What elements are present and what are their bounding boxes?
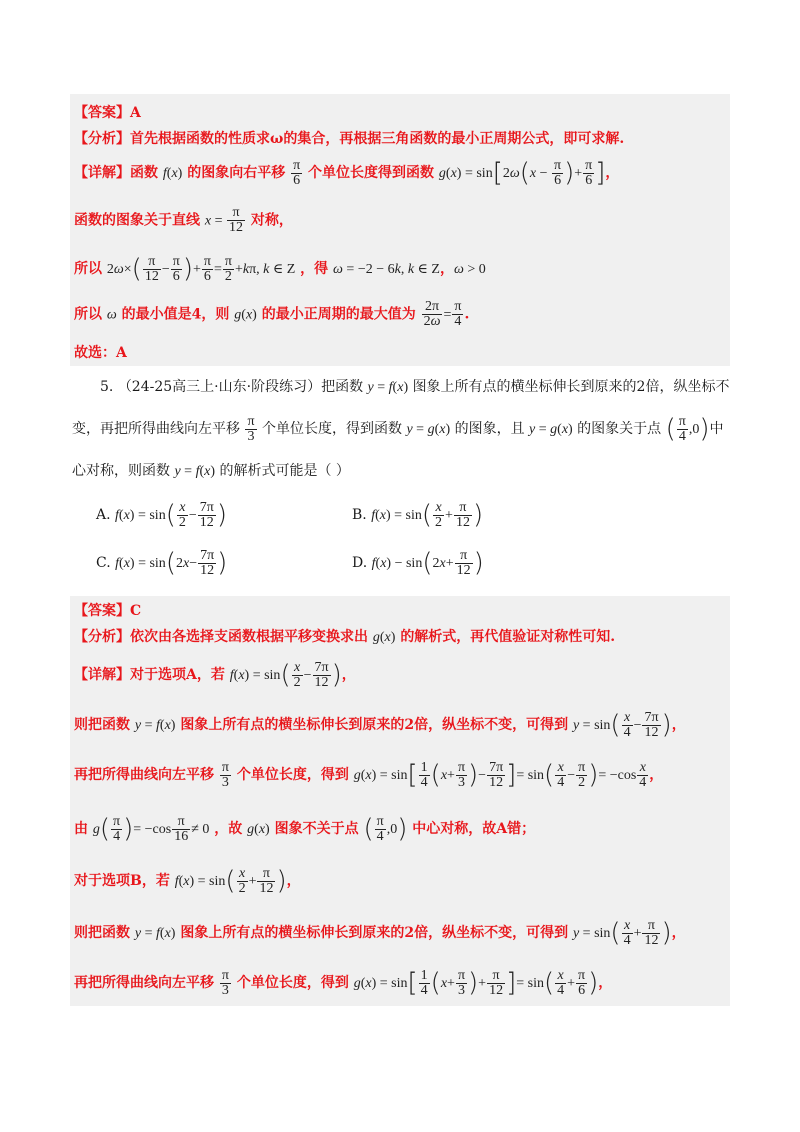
detail-line-2: 函数的图象关于直线 x = $\frac{\pi}{12}$ 对称， <box>74 205 293 235</box>
option-a[interactable]: A. f(x) = sin( $\frac{x}{2}$ − $\frac{7\pi}{12}$ ) <box>96 499 227 530</box>
solution-block-2 <box>70 596 730 1006</box>
analysis-line: 【分析】依次由各选择支函数根据平移变换求出 g(x) 的解析式，再代值验证对称性可知. <box>74 629 616 645</box>
option-c[interactable]: C. f(x) = sin(2x− $\frac{7\pi}{12}$ ) <box>96 547 228 578</box>
detail-line-4: 所以 ω 的最小值是4，则 g(x) 的最小正周期的最大值为 $\frac{2\pi}{2\omega}$ = $\frac{\pi}{4}$ . <box>74 299 470 329</box>
detail-line-4: 由 g( $\frac{\pi}{4}$ )= −cos $\frac{\pi}{16}$ ≠ 0 ，故 g(x) 图象不关于点 ( $\frac{\pi}{4}$ ,0) 中心对称，故A错； <box>74 813 536 844</box>
detail-line-7: 再把所得曲线向左平移 $\frac{\pi}{3}$ 个单位长度，得到 g(x) = sin[ $\frac{1}{4}$ (x+ $\frac{\pi}{3}$ )+ $\frac{\pi}{12}$ ]= sin( $\frac{x}{4}$ + $\frac{\pi}{6}$ )， <box>74 967 613 998</box>
detail-line-5: 对于选项B，若 f(x) = sin( $\frac{x}{2}$ + $\frac{\pi}{12}$ )， <box>74 865 301 896</box>
option-b[interactable]: B. f(x) = sin( $\frac{x}{2}$ + $\frac{\pi}{12}$ ) <box>352 499 484 530</box>
analysis-line: 【分析】首先根据函数的性质求ω的集合，再根据三角函数的最小正周期公式，即可求解. <box>74 131 625 147</box>
detail-line-1: 【详解】对于选项A，若 f(x) = sin( $\frac{x}{2}$ − $\frac{7\pi}{12}$ )， <box>74 659 356 690</box>
question-line-1: 5. （24-25高三上·山东·阶段练习）把函数 y = f(x) 图象上所有点的横坐标伸长到原来的2倍，纵坐标不 <box>100 379 730 395</box>
question-line-3: 心对称，则函数 y = f(x) 的解析式可能是（ ） <box>72 463 350 479</box>
detail-line-6: 则把函数 y = f(x) 图象上所有点的横坐标伸长到原来的2倍，纵坐标不变，可得到 y = sin( $\frac{x}{4}$ + $\frac{\pi}{12}$ )， <box>74 917 686 948</box>
answer-line: 【答案】C <box>74 603 142 619</box>
question-line-2: 变，再把所得曲线向左平移 $\frac{\pi}{3}$ 个单位长度，得到函数 y = g(x) 的图象，且 y = g(x) 的图象关于点 ( $\frac{\pi}{4}$ ,0)中 <box>72 413 724 444</box>
detail-line-3: 再把所得曲线向左平移 $\frac{\pi}{3}$ 个单位长度，得到 g(x) = sin[ $\frac{1}{4}$ (x+ $\frac{\pi}{3}$ )− $\frac{7\pi}{12}$ ]= sin( $\frac{x}{4}$ − $\frac{\pi}{2}$ )= −cos $\frac{x}{4}$ ， <box>74 759 664 790</box>
detail-line-2: 则把函数 y = f(x) 图象上所有点的横坐标伸长到原来的2倍，纵坐标不变，可得到 y = sin( $\frac{x}{4}$ − $\frac{7\pi}{12}$ )， <box>74 709 686 740</box>
answer-line: 【答案】A <box>74 105 141 121</box>
detail-line-1: 【详解】函数 f(x) 的图象向右平移 $\frac{\pi}{6}$ 个单位长度得到函数 g(x) = sin[2ω(x − $\frac{\pi}{6}$ )+ $\frac{\pi}{6}$ ]， <box>74 157 620 188</box>
detail-line-3: 所以 2ω×( $\frac{\pi}{12}$ − $\frac{\pi}{6}$ )+ $\frac{\pi}{6}$ = $\frac{\pi}{2}$ +kπ, k ∈ Z ，得 ω = −2 − 6k, k ∈ Z，ω > 0 <box>74 253 486 284</box>
option-d[interactable]: D. f(x) − sin(2x+ $\frac{\pi}{12}$ ) <box>352 547 484 578</box>
choice-line: 故选：A <box>74 345 127 361</box>
solution-block-1 <box>70 94 730 366</box>
